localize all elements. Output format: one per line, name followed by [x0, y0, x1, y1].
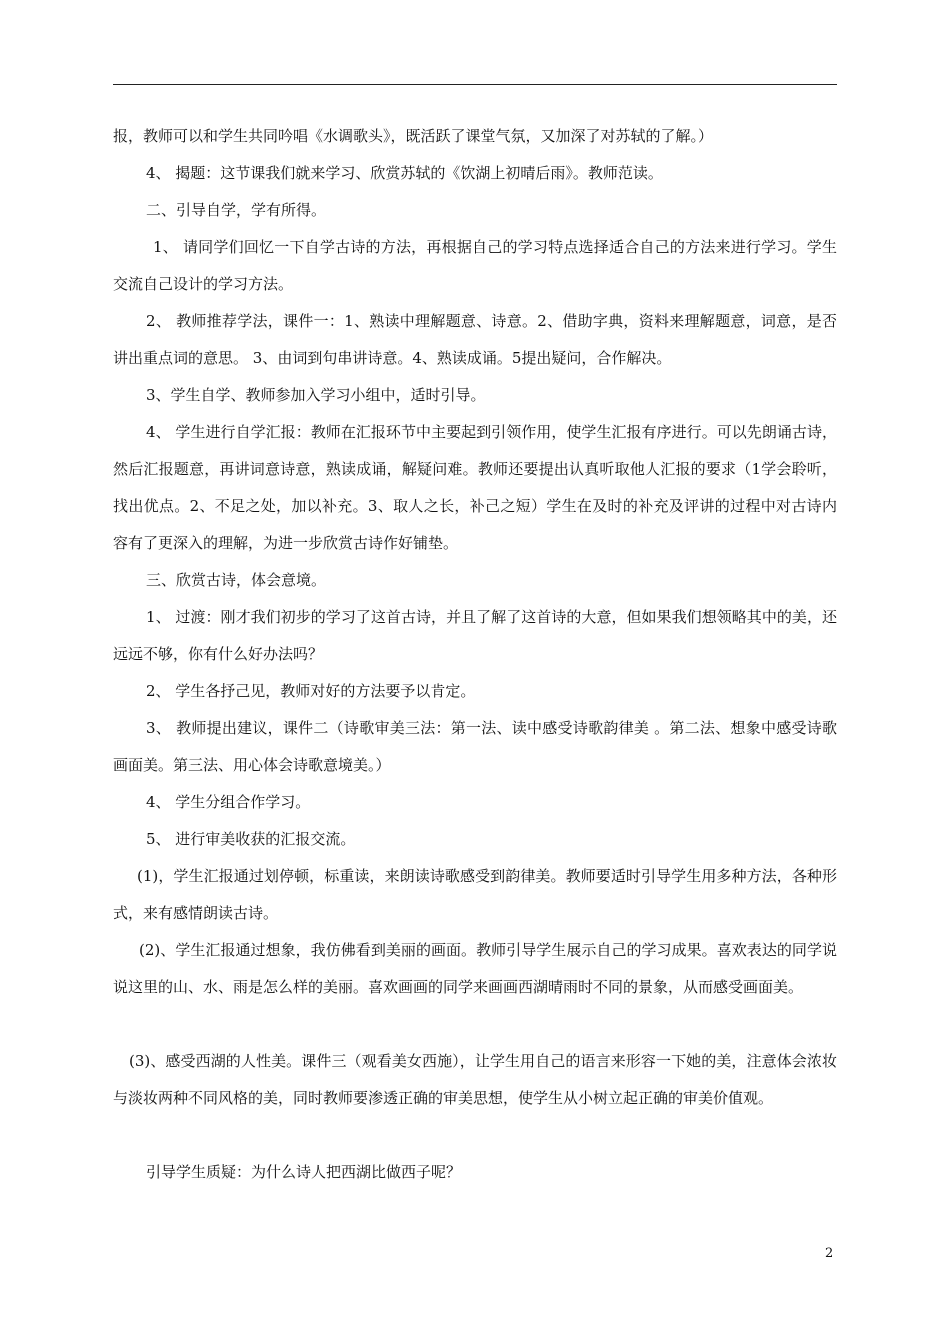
paragraph: 2、 学生各抒己见，教师对好的方法要予以肯定。: [146, 682, 476, 700]
paragraph: 5、 进行审美收获的汇报交流。: [146, 830, 356, 848]
paragraph: 4、 学生进行自学汇报：教师在汇报环节中主要起到引领作用，使学生汇报有序进行。可以先朗诵古诗，然后汇报题意，再讲词意诗意，熟读成诵，解疑问难。教师还要提出认真听取他人汇报的要求（1学会聆听，找出优点。2、不足之处，加以补充。3、取人之长，补己之短）学生在及时的补充及评讲的过程中对古诗内容有了更深入的理解，为进一步欣赏古诗作好铺垫。: [113, 423, 837, 552]
paragraph: (3)、感受西湖的人性美。课件三（观看美女西施），让学生用自己的语言来形容一下她的美，注意体会浓妆与淡妆两种不同风格的美，同时教师要渗透正确的审美思想，使学生从小树立起正确的审美价值观。: [113, 1052, 837, 1107]
section-heading: 二、引导自学，学有所得。: [146, 201, 327, 219]
paragraph: 2、 教师推荐学法，课件一：1、熟读中理解题意、诗意。2、借助字典，资料来理解题意，词意，是否讲出重点词的意思。 3、由词到句串讲诗意。4、熟读成诵。5提出疑问，合作解决。: [113, 312, 837, 367]
paragraph: (1)，学生汇报通过划停顿，标重读，来朗读诗歌感受到韵律美。教师要适时引导学生用多种方法，各种形式，来有感情朗读古诗。: [113, 867, 837, 922]
paragraph: 报，教师可以和学生共同吟唱《水调歌头》，既活跃了课堂气氛，又加深了对苏轼的了解。）: [113, 127, 714, 145]
section-heading: 三、欣赏古诗，体会意境。: [146, 571, 327, 589]
paragraph: (2)、学生汇报通过想象，我仿佛看到美丽的画面。教师引导学生展示自己的学习成果。喜欢表达的同学说说这里的山、水、雨是怎么样的美丽。喜欢画画的同学来画画西湖晴雨时不同的景象，从而感受画面美。: [113, 941, 837, 996]
paragraph: 3、 教师提出建议，课件二（诗歌审美三法：第一法、读中感受诗歌韵律美 。第二法、想象中感受诗歌画面美。第三法、用心体会诗歌意境美。）: [113, 719, 837, 774]
page-number: 2: [825, 1246, 834, 1261]
paragraph: 4、 学生分组合作学习。: [146, 793, 311, 811]
header-rule: [113, 84, 837, 85]
paragraph: 4、 揭题：这节课我们就来学习、欣赏苏轼的《饮湖上初晴后雨》。教师范读。: [146, 164, 663, 182]
paragraph: 1、 过渡：刚才我们初步的学习了这首古诗，并且了解了这首诗的大意，但如果我们想领略其中的美，还远远不够，你有什么好办法吗？: [113, 608, 837, 663]
paragraph: 引导学生质疑：为什么诗人把西湖比做西子呢？: [146, 1163, 462, 1181]
paragraph: 1、 请同学们回忆一下自学古诗的方法，再根据自己的学习特点选择适合自己的方法来进行学习。学生交流自己设计的学习方法。: [113, 238, 837, 293]
paragraph: 3、学生自学、教师参加入学习小组中，适时引导。: [146, 386, 486, 404]
